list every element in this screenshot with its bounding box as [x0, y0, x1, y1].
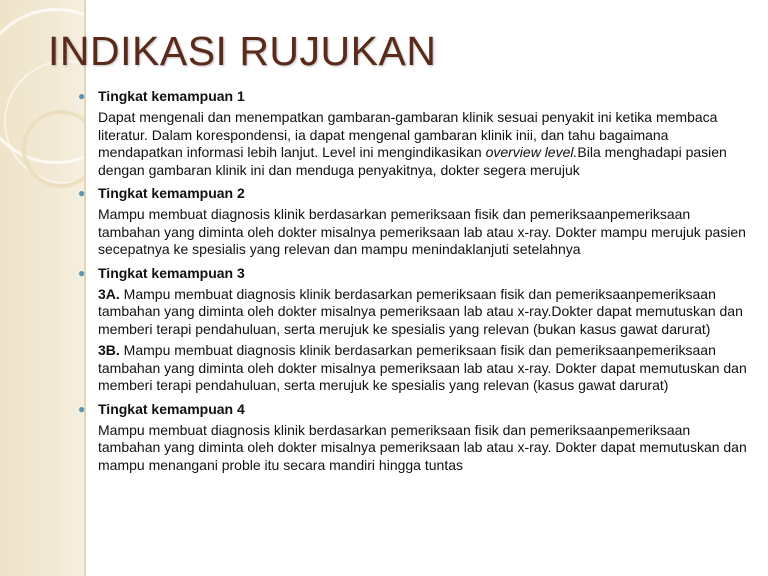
slide-content: [78, 88, 750, 480]
level-description: Mampu membuat diagnosis klinik berdasarkan pemeriksaan fisik dan pemeriksaanpemeriksaan tambahan yang diminta oleh dokter misalnya pemeriksaan lab atau x-ray. Dokter mampu merujuk pasien secepatnya ke spesialis yang relevan dan mampu menindaklanjuti setelahnya: [98, 206, 746, 257]
level-description: [98, 109, 750, 179]
level-description-3a: [98, 286, 750, 339]
list-item-level-1: [78, 88, 750, 179]
level-heading: Tingkat kemampuan 2: [98, 185, 245, 201]
level-heading: Tingkat kemampuan 1: [98, 88, 245, 104]
bullet-dot-icon: ●: [78, 89, 86, 103]
level-heading: Tingkat kemampuan 3: [98, 264, 245, 281]
bullet-dot-icon: ●: [78, 265, 86, 280]
list-item-level-2: [78, 185, 750, 259]
level-heading: Tingkat kemampuan 4: [98, 400, 245, 417]
list-item-level-4: [78, 401, 750, 475]
description-text: Dapat mengenali dan menempatkan gambaran-gambaran klinik sesuai penyakit ini ketika membaca literatur. Dalam korespondensi, ia dapat mengenal gambaran klinik inii, dan tahu bagaimana mendapatkan informasi lebih lanjut. Level ini mengindikasikan: [98, 109, 718, 160]
level-description-3b: [98, 342, 750, 395]
left-decorative-panel: [0, 0, 84, 576]
level-description: Mampu membuat diagnosis klinik berdasarkan pemeriksaan fisik dan pemeriksaanpemeriksaan tambahan yang diminta oleh dokter misalnya pemeriksaan lab atau x-ray. Dokter dapat memutuskan dan mampu menangani proble itu secara mandiri hingga tuntas: [98, 421, 747, 473]
decorative-ring-icon: [22, 110, 84, 188]
bullet-dot-icon: ●: [78, 186, 86, 200]
description-text: Mampu membuat diagnosis klinik berdasarkan pemeriksaan fisik dan pemeriksaanpemeriksaan tambahan yang diminta oleh dokter misalnya pemeriksaan lab atau x-ray.Dokter dapat memutuskan dan memberi terapi pendahuluan, serta merujuk ke spesialis yang relevan (bukan kasus gawat darurat): [98, 285, 743, 337]
slide-title: INDIKASI RUJUKAN: [48, 28, 437, 74]
description-emphasis: overview level.: [485, 144, 578, 160]
list-item-level-3: [78, 265, 750, 395]
bullet-dot-icon: ●: [78, 401, 86, 416]
sub-label: 3A.: [98, 285, 120, 302]
description-text: Bila menghadapi pasien dengan gambaran klinik ini dan menduga penyakitnya, dokter segera merujuk: [98, 144, 727, 178]
sub-label: 3B.: [98, 342, 120, 358]
description-text: Mampu membuat diagnosis klinik berdasarkan pemeriksaan fisik dan pemeriksaanpemeriksaan tambahan yang diminta oleh dokter misalnya pemeriksaan lab atau x-ray. Dokter dapat memutuskan dan memberi terapi pendahuluan, serta merujuk ke spesialis yang relevan (kasus gawat darurat): [98, 342, 747, 393]
